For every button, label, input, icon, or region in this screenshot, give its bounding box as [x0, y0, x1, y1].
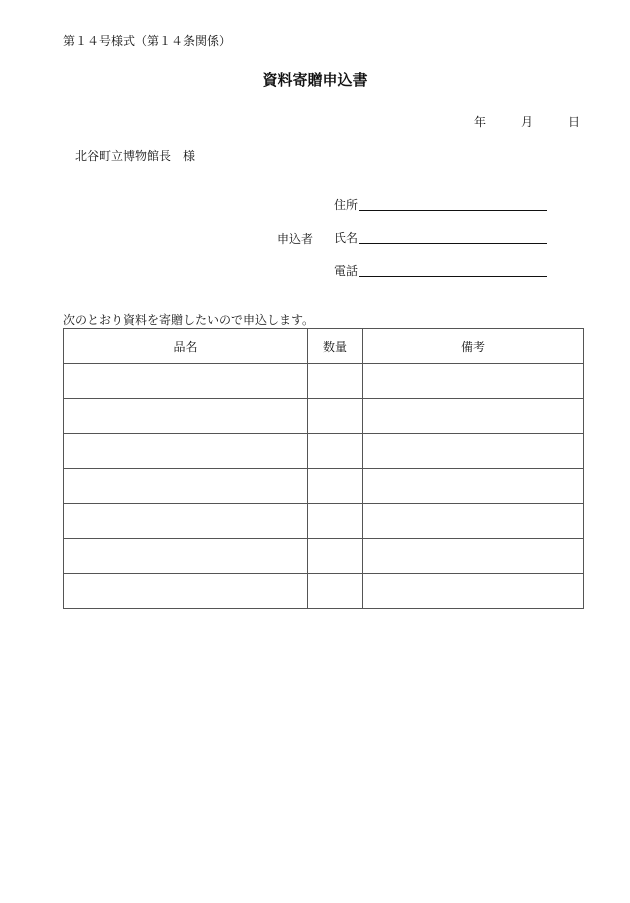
table-row: [64, 364, 584, 399]
donation-items-table: [63, 328, 584, 609]
address-label: 住所: [334, 198, 359, 212]
cell-item-name[interactable]: [64, 504, 308, 539]
name-field[interactable]: [334, 231, 547, 244]
table-row: [64, 434, 584, 469]
cell-quantity[interactable]: [308, 574, 363, 609]
phone-field[interactable]: [334, 264, 547, 277]
cell-item-name[interactable]: [64, 364, 308, 399]
recipient: 北谷町立博物館長 様: [75, 149, 196, 163]
table-row: [64, 574, 584, 609]
header-quantity: 数量: [308, 329, 363, 364]
phone-underline[interactable]: [359, 264, 547, 277]
cell-item-name[interactable]: [64, 539, 308, 574]
cell-quantity[interactable]: [308, 364, 363, 399]
date-month-label: 月: [521, 115, 534, 129]
form-number: 第１４号様式（第１４条関係）: [63, 34, 232, 48]
name-label: 氏名: [334, 231, 359, 245]
cell-quantity[interactable]: [308, 504, 363, 539]
table-row: [64, 539, 584, 574]
date-day-label: 日: [568, 115, 581, 129]
cell-remarks[interactable]: [363, 539, 584, 574]
page-title: 資料寄贈申込書: [262, 71, 368, 89]
cell-remarks[interactable]: [363, 434, 584, 469]
cell-remarks[interactable]: [363, 364, 584, 399]
phone-label: 電話: [334, 264, 359, 278]
cell-remarks[interactable]: [363, 469, 584, 504]
table-row: [64, 469, 584, 504]
intro-text: 次のとおり資料を寄贈したいので申込します。: [63, 313, 315, 327]
address-field[interactable]: [334, 198, 547, 211]
name-underline[interactable]: [359, 231, 547, 244]
cell-remarks[interactable]: [363, 504, 584, 539]
table-row: [64, 399, 584, 434]
cell-item-name[interactable]: [64, 399, 308, 434]
cell-quantity[interactable]: [308, 434, 363, 469]
cell-quantity[interactable]: [308, 399, 363, 434]
cell-item-name[interactable]: [64, 434, 308, 469]
cell-item-name[interactable]: [64, 574, 308, 609]
cell-quantity[interactable]: [308, 469, 363, 504]
cell-quantity[interactable]: [308, 539, 363, 574]
address-underline[interactable]: [359, 198, 547, 211]
header-item-name: 品名: [64, 329, 308, 364]
table-row: [64, 504, 584, 539]
cell-remarks[interactable]: [363, 399, 584, 434]
cell-item-name[interactable]: [64, 469, 308, 504]
table-header-row: [64, 329, 584, 364]
applicant-label: 申込者: [277, 232, 314, 246]
cell-remarks[interactable]: [363, 574, 584, 609]
date-year-label: 年: [474, 115, 487, 129]
header-remarks: 備考: [363, 329, 584, 364]
